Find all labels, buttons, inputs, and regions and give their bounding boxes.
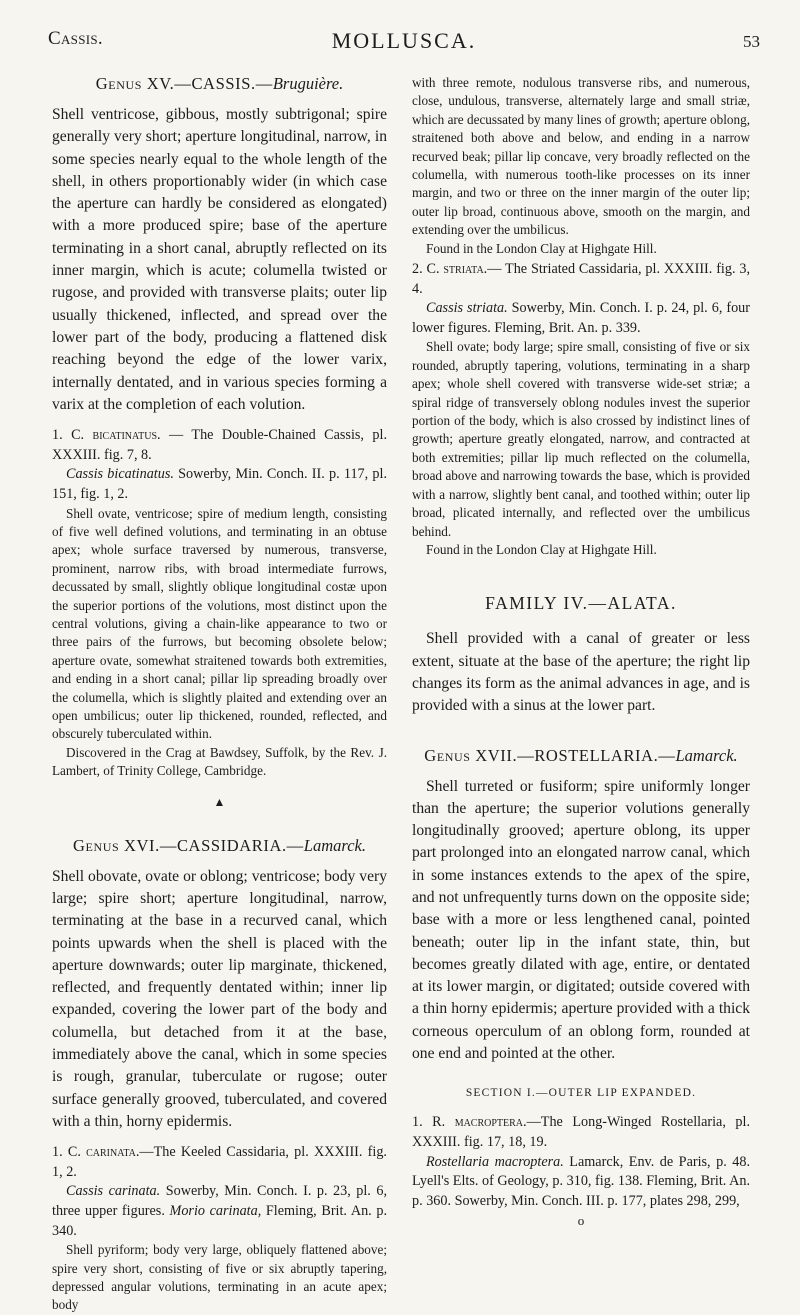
- signature-mark: o: [577, 1213, 585, 1229]
- left-column: [52, 74, 387, 1315]
- species-title: —The Long-Winged Rostellaria, pl. XXXIII. fig. 17, 18, 19.: [412, 1114, 750, 1150]
- species-locality: Found in the London Clay at Highgate Hill.: [426, 240, 657, 256]
- page-number: 53: [743, 32, 760, 51]
- genus-title: Genus XVI.—CASSIDARIA.—: [73, 835, 304, 855]
- species-reference: [412, 1153, 750, 1212]
- page-header: [48, 28, 760, 56]
- species-reference: [52, 1182, 387, 1241]
- genus-author: Lamarck.: [303, 835, 366, 855]
- species-number: 1. C. bicatinatus.: [52, 427, 161, 444]
- section-separator: ▲: [213, 794, 226, 809]
- running-head-left: Cassis.: [48, 28, 103, 49]
- species-entry: [412, 1113, 750, 1152]
- family-description: Shell provided with a canal of greater or less extent, situate at the base of the aperture; the right lip changes its form as the animal advances in age, and is provided with a sinus at the lower part.: [412, 630, 750, 715]
- species-ref-name: Cassis carinata.: [66, 1183, 161, 1200]
- species-ref-name-2: Morio carinata,: [169, 1202, 262, 1219]
- family-heading: FAMILY IV.—ALATA.: [485, 593, 677, 614]
- genus-description: Shell turreted or fusiform; spire uniformly longer than the aperture; the superior volutions generally longitudinally grooved; aperture oblong, its upper part prolonged into an elongated narrow canal, which in some instances extends to the apex of the spire, and not unfrequently turns down on the opposite side; base with a more or less lengthened canal, pointed beneath; outer lip in the infant state, thin, but becomes greatly dilated with age, entire, or dentated at its lower margin, or digitated; outside covered with a thin horny epidermis; aperture provided with a thick corneous operculum of an oblong form, rounded at one end and pointed at the other.: [412, 777, 750, 1063]
- genus-title: Genus XVII.—ROSTELLARIA.—: [424, 745, 676, 765]
- species-description: Shell ovate, ventricose; spire of medium length, consisting of five well defined volutions, and terminating in an obtuse apex; whole surface traversed by numerous, transverse, prominent, narrow ribs, with broad intermediate furrows, decussated by small, slightly oblique longitudinal costæ upon the superior portions of the volutions, most distinct upon the central volutions, giving a chain-like appearance to two or three pairs of the furrows, but becoming obsolete below; aperture ovate, somewhat straitened towards both extremities, and ending in a short canal; pillar lip spreading broadly over the columella, which is slightly plaited and extending over an open umbilicus; outer lip thickened, rounded, reflected, and obscurely tuberculated within.: [52, 505, 387, 742]
- species-title: —The Keeled Cassidaria, pl. XXXIII. fig. 1, 2.: [52, 1144, 387, 1180]
- species-number: 1. C. carinata.: [52, 1144, 140, 1161]
- genus-author: Bruguière.: [272, 74, 344, 93]
- species-reference: [52, 465, 387, 504]
- genus-heading-cassis: [52, 74, 387, 94]
- species-ref-name: Rostellaria macroptera.: [426, 1153, 564, 1170]
- species-description-continued: with three remote, nodulous transverse ribs, and numerous, close, undulous, transverse, alternately large and small striæ, which are decussated by many lines of growth; aperture oblong, straitened both above and below, and ending in a narrow recurved beak; pillar lip concave, very broadly reflected on the columella, with numerous tooth-like processes on its inner margin, and two or three on the inner margin of the outer lip; outer lip broad, continuous above, smooth on the margin, and extending over the umbilicus.: [412, 75, 750, 238]
- species-description: Shell pyriform; body very large, obliquely flattened above; spire very short, consisting of five or six abruptly tapering, depressed angular volutions, terminating in an acute apex; body: [52, 1242, 387, 1313]
- species-ref-text: Sowerby, Min. Conch. I. p. 24, pl. 6, four lower figures. Fleming, Brit. An. p. 339.: [412, 300, 750, 336]
- species-ref-name: Cassis striata.: [426, 300, 508, 317]
- species-ref-name: Cassis bicatinatus.: [66, 466, 174, 483]
- species-ref-text: Sowerby, Min. Conch. I. p. 23, pl. 6, three upper figures.: [52, 1183, 388, 1219]
- genus-description: Shell obovate, ovate or oblong; ventricose; body very large; spire short; aperture longitudinal, narrow, terminating at the base in a recurved canal, which points upwards when the shell is placed with the aperture downwards; outer lip marginate, thickened, reflected, and frequently dentated within; inner lip expanded, covering the lower part of the body and columella, but detached from it at the base, immediately above the canal, which in some species is rough, granular, tuberculate or rugose; outer surface generally grooved, tuberculated, and covered with a thin, horny epidermis.: [52, 867, 387, 1130]
- running-head-center: MOLLUSCA.: [331, 28, 477, 53]
- genus-author: Lamarck.: [675, 745, 738, 765]
- species-ref-text: Sowerby, Min. Conch. II. p. 117, pl. 151, fig. 1, 2.: [52, 466, 388, 502]
- species-entry: [412, 260, 750, 299]
- species-ref-text-2: Fleming, Brit. An. p. 340.: [52, 1202, 387, 1239]
- genus-heading-rostellaria: [412, 746, 750, 766]
- species-description: Shell ovate; body large; spire small, consisting of five or six rounded, abruptly tapering, volutions, terminating in a sharp apex; whole shell covered with transverse wide-set striæ; a spiral ridge of transversely oblong nodules invest the superior portion of the body, which is also crossed by indistinct lines of growth; aperture greatly elongated, narrow, and contracted at both extremities; pillar lip much reflected on the columella, broad above and narrowing towards the base, which is provided with a narrow, slightly bent canal, and toothed within; outer lip broad, plicated internally, and reflected over the umbilicus behind.: [412, 339, 750, 539]
- species-locality: Found in the London Clay at Highgate Hill.: [426, 541, 657, 557]
- species-reference: [412, 299, 750, 338]
- section-heading: SECTION I.—OUTER LIP EXPANDED.: [465, 1087, 697, 1100]
- species-ref-text: Lamarck, Env. de Paris, p. 48. Lyell's Elts. of Geology, p. 310, fig. 138. Fleming, Brit. An. p. 360. Sowerby, Min. Conch. III. p. 177, plates 298, 299,: [412, 1153, 751, 1209]
- species-number: 2. C. striata.: [412, 261, 488, 278]
- right-column: [412, 74, 750, 1229]
- species-entry: [52, 426, 387, 465]
- genus-title: Genus XV.—CASSIS.—: [95, 74, 273, 93]
- genus-heading-cassidaria: [52, 836, 387, 856]
- species-title: — The Double-Chained Cassis, pl. XXXIII. fig. 7, 8.: [52, 427, 387, 463]
- species-number: 1. R. macroptera.: [412, 1114, 527, 1131]
- species-locality: Discovered in the Crag at Bawdsey, Suffolk, by the Rev. J. Lambert, of Trinity College, Cambridge.: [52, 744, 387, 779]
- species-entry: [52, 1143, 387, 1182]
- genus-description: Shell ventricose, gibbous, mostly subtrigonal; spire generally very short; aperture longitudinal, narrow, in some species nearly equal to the whole length of the shell, in others proportionably wider (in which case the aperture can hardly be considered as elongated) with a more produced spire; base of the aperture terminating in a short canal, abruptly reflected on its inner margin, which is acute; columella twisted or rugose, and provided with transverse plaits; outer lip usually thickened, inflected, and spread over the lower part of the body, producing a flattened disk reaching beyond the edge of the lower varix, internally dentated, and in various species forming a varix at the completion of each volution.: [52, 106, 387, 413]
- species-title: — The Striated Cassidaria, pl. XXXIII. fig. 3, 4.: [412, 261, 750, 297]
